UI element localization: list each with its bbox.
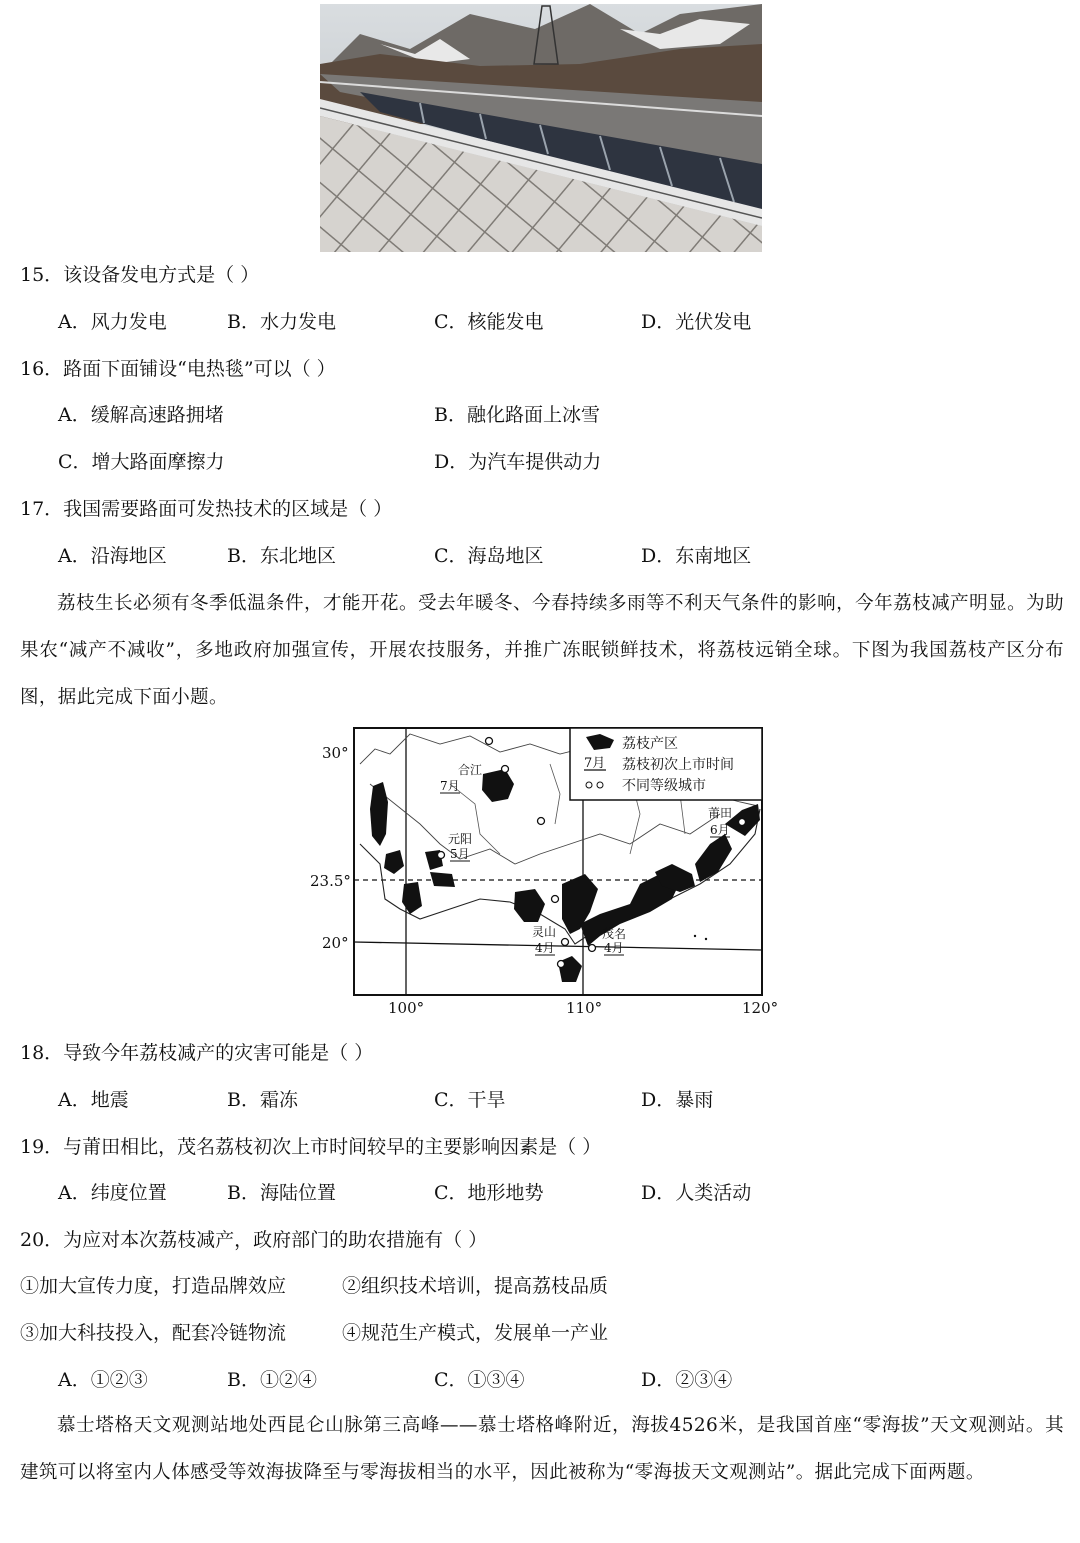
- q19-option-c[interactable]: C．地形地势: [434, 1182, 544, 1204]
- city-hejiang-name: 合江: [458, 763, 483, 777]
- city-putian-name: 莆田: [708, 806, 733, 820]
- island-dot: [705, 938, 707, 940]
- city-hejiang-month: 7月: [440, 779, 460, 793]
- legend-time-label: 荔枝初次上市时间: [622, 757, 734, 773]
- city-yuanyang-month: 5月: [450, 847, 470, 861]
- q19-option-a[interactable]: A．纬度位置: [58, 1182, 167, 1204]
- lon-label-120: 120°: [742, 999, 779, 1017]
- city-maoming-month: 4月: [604, 941, 624, 955]
- question-16-stem: 16．路面下面铺设“电热毯”可以（ ）: [20, 358, 336, 380]
- q16-option-b[interactable]: B．融化路面上冰雪: [434, 404, 600, 426]
- city-marker: [589, 945, 596, 952]
- question-18-stem: 18．导致今年荔枝减产的灾害可能是（ ）: [20, 1042, 374, 1064]
- question-20-stem: 20．为应对本次荔枝减产，政府部门的助农措施有（ ）: [20, 1229, 488, 1251]
- legend-area-label: 荔枝产区: [622, 736, 678, 752]
- lat-label-20: 20°: [322, 934, 349, 952]
- city-lingshan-name: 灵山: [532, 925, 557, 939]
- q20-option-d[interactable]: D．②③④: [641, 1369, 733, 1391]
- q16-option-c[interactable]: C．增大路面摩擦力: [58, 451, 225, 473]
- city-marker: [486, 738, 493, 745]
- passage-lychee: 荔枝生长必须有冬季低温条件，才能开花。受去年暖冬、今春持续多雨等不利天气条件的影响，今年荔枝减产明显。为助果农“减产不减收”，多地政府加强宣传，开展农技服务，并推广冻眠锁鲜技术，将荔枝远销全球。下图为我国荔枝产区分布图，据此完成下面小题。: [20, 593, 1064, 708]
- q19-option-b[interactable]: B．海陆位置: [227, 1182, 336, 1204]
- highway-solar-photo: [320, 4, 762, 252]
- q18-option-a[interactable]: A．地震: [58, 1089, 129, 1111]
- legend-city-marker: [597, 782, 603, 788]
- q17-option-b[interactable]: B．东北地区: [227, 545, 336, 567]
- q20-statement-2: ②组织技术培训，提高荔枝品质: [342, 1275, 609, 1297]
- city-putian-month: 6月: [710, 823, 730, 837]
- q20-statement-3: ③加大科技投入，配套冷链物流: [20, 1322, 287, 1344]
- city-lingshan-month: 4月: [535, 941, 555, 955]
- q15-option-a[interactable]: A．风力发电: [58, 311, 167, 333]
- island-dot: [694, 935, 696, 937]
- city-marker: [552, 896, 559, 903]
- city-marker: [502, 766, 509, 773]
- lychee-area: [430, 872, 455, 887]
- q15-option-d[interactable]: D．光伏发电: [641, 311, 752, 333]
- lon-label-100: 100°: [388, 999, 425, 1017]
- q16-option-d[interactable]: D．为汽车提供动力: [434, 451, 602, 473]
- q20-statement-1: ①加大宣传力度，打造品牌效应: [20, 1275, 287, 1297]
- q16-option-a[interactable]: A．缓解高速路拥堵: [58, 404, 224, 426]
- q20-statement-4: ④规范生产模式，发展单一产业: [342, 1322, 609, 1344]
- question-19-stem: 19．与莆田相比，茂名荔枝初次上市时间较早的主要影响因素是（ ）: [20, 1136, 602, 1158]
- city-marker: [538, 818, 545, 825]
- q18-option-b[interactable]: B．霜冻: [227, 1089, 298, 1111]
- q18-option-c[interactable]: C．干旱: [434, 1089, 506, 1111]
- city-yuanyang-name: 元阳: [448, 832, 473, 846]
- city-marker: [438, 852, 445, 859]
- q17-option-d[interactable]: D．东南地区: [641, 545, 752, 567]
- q18-option-d[interactable]: D．暴雨: [641, 1089, 714, 1111]
- q20-option-b[interactable]: B．①②④: [227, 1369, 317, 1391]
- city-marker: [558, 961, 565, 968]
- q17-option-c[interactable]: C．海岛地区: [434, 545, 544, 567]
- question-17-stem: 17．我国需要路面可发热技术的区域是（ ）: [20, 498, 393, 520]
- legend-city-marker: [586, 782, 592, 788]
- q15-option-b[interactable]: B．水力发电: [227, 311, 336, 333]
- lychee-distribution-map: [300, 724, 780, 1024]
- legend-time-sample: 7月: [584, 756, 606, 771]
- q17-option-a[interactable]: A．沿海地区: [58, 545, 167, 567]
- lat-label-23-5: 23.5°: [310, 872, 351, 890]
- question-15-stem: 15．该设备发电方式是（ ）: [20, 264, 260, 286]
- q15-option-c[interactable]: C．核能发电: [434, 311, 544, 333]
- lon-label-110: 110°: [566, 999, 603, 1017]
- q20-option-a[interactable]: A．①②③: [58, 1369, 148, 1391]
- city-maoming-name: 茂名: [602, 927, 627, 941]
- q19-option-d[interactable]: D．人类活动: [641, 1182, 752, 1204]
- lat-label-30: 30°: [322, 744, 349, 762]
- legend-city-label: 不同等级城市: [622, 778, 706, 794]
- q20-option-c[interactable]: C．①③④: [434, 1369, 525, 1391]
- city-marker: [739, 819, 746, 826]
- passage-observatory: 慕士塔格天文观测站地处西昆仑山脉第三高峰——慕士塔格峰附近，海拔4526米，是我国首座“零海拔”天文观测站。其建筑可以将室内人体感受等效海拔降至与零海拔相当的水平，因此被称为“零海拔天文观测站”。据此完成下面两题。: [20, 1415, 1064, 1483]
- city-marker: [562, 939, 569, 946]
